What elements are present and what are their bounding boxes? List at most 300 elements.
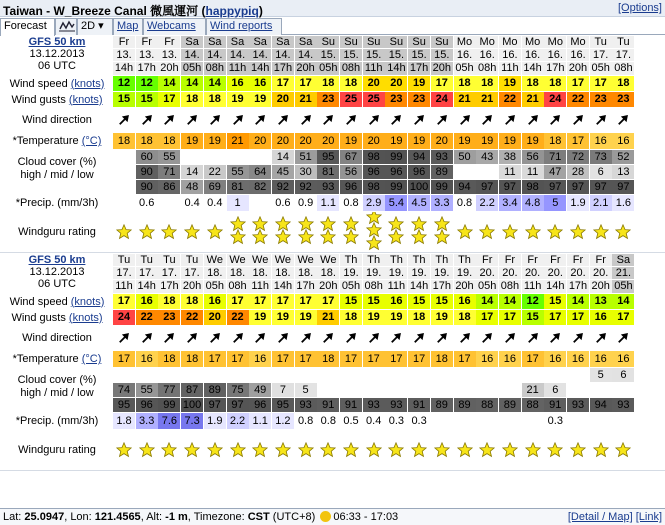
wind-speed-cell: 18 — [181, 294, 203, 309]
star-icon — [615, 224, 631, 240]
time-hour-cell: 11h — [113, 280, 135, 293]
time-hour-cell: 08h — [205, 62, 224, 74]
wind-direction-cell — [249, 108, 271, 132]
wind-speed-cell: 17 — [567, 76, 589, 91]
wind-direction-cell — [204, 326, 226, 350]
wind-direction-cell — [113, 326, 135, 350]
time-date-cell: 20. — [476, 267, 498, 279]
wind-direction-cell — [340, 326, 362, 350]
time-hour-cell: 11h — [499, 62, 521, 75]
time-day-cell: We — [227, 254, 249, 266]
temperature-cell: 19 — [499, 133, 521, 149]
time-day-cell: Mo — [476, 36, 498, 48]
precip-cell — [476, 413, 498, 429]
cloud-mid-cell — [590, 383, 612, 397]
cloud-mid-cell: 22 — [204, 165, 226, 179]
wind-direction-cell — [272, 108, 294, 132]
cloud-high-cell — [476, 368, 498, 382]
temperature-label-unit-link[interactable]: (°C) — [81, 135, 102, 147]
cloud-high-cell — [272, 368, 294, 382]
tab-forecast[interactable]: Forecast — [0, 18, 55, 36]
star-icon — [275, 229, 291, 245]
cloud-mid-cell — [476, 383, 498, 397]
tab-wind-reports[interactable]: Wind reports — [206, 18, 282, 35]
precip-cell: 1.2 — [272, 413, 294, 429]
wind-direction-cell — [499, 108, 521, 132]
wind-gusts-cell: 19 — [295, 310, 317, 325]
wind-direction-cell — [522, 326, 544, 350]
precip-cell — [567, 413, 589, 429]
time-date-cell: 19. — [340, 267, 362, 279]
cloud-high-cell — [567, 368, 589, 382]
precip-label-text: *Precip. (mm/3h) — [15, 415, 99, 427]
wind-speed-label — [2, 78, 112, 91]
time-day-cell: Su — [408, 36, 430, 48]
detail-map-link[interactable]: [Detail / Map] — [567, 511, 633, 523]
time-hour-cell: 11h — [385, 280, 407, 293]
temperature-cell: 18 — [113, 133, 135, 149]
rating-label-text: Windguru rating — [18, 443, 96, 456]
permalink[interactable]: [Link] — [635, 511, 662, 523]
time-date-cell: 16. — [522, 49, 544, 61]
wind-arrow-icon — [366, 330, 382, 346]
wind-direction-cell — [454, 108, 476, 132]
wind-gusts-cell: 22 — [181, 310, 203, 325]
wind-speed-cell: 17 — [272, 294, 294, 309]
star-icon — [457, 442, 473, 458]
model-header — [2, 36, 112, 72]
temperature-cell: 17 — [204, 351, 226, 367]
time-day-cell: Fr — [590, 254, 612, 266]
dropdown-icon: ▾ — [98, 20, 104, 32]
wind-arrow-icon — [411, 112, 427, 128]
cloud-high-cell: 55 — [158, 150, 180, 164]
wind-speed-cell: 20 — [385, 76, 407, 91]
cloud-low-cell: 91 — [408, 398, 430, 412]
temperature-cell: 17 — [385, 351, 407, 367]
temperature-label-unit-link[interactable]: (°C) — [81, 353, 102, 365]
wind-direction-cell — [567, 108, 589, 132]
temperature-cell: 16 — [612, 351, 634, 367]
wind-arrow-icon — [275, 330, 291, 346]
time-day-cell: Fr — [567, 254, 589, 266]
precip-cell — [499, 413, 521, 429]
time-hour-cell: 05h — [478, 280, 497, 292]
tab-graph[interactable] — [55, 18, 77, 35]
cloud-high-cell: 72 — [567, 150, 589, 164]
wind-speed-label — [2, 296, 112, 309]
time-day-cell: Tu — [181, 254, 203, 266]
wind-direction-cell — [113, 108, 135, 132]
wind-arrow-icon — [593, 112, 609, 128]
wind-gusts-cell: 24 — [431, 92, 453, 107]
time-date-cell: 18. — [272, 267, 294, 279]
wind-direction-cell — [499, 326, 521, 350]
cloud-high-cell — [227, 150, 249, 164]
wind-gusts-cell: 15 — [136, 92, 158, 107]
rating-cell — [476, 212, 498, 251]
wind-speed-cell: 18 — [476, 76, 498, 91]
temperature-cell: 18 — [136, 133, 158, 149]
time-hour-cell: 14h — [523, 62, 542, 74]
time-date-cell: 16. — [544, 49, 566, 61]
wind-speed-cell: 16 — [227, 76, 249, 91]
cloud-low-cell: 93 — [567, 398, 589, 412]
temperature-cell: 16 — [590, 351, 612, 367]
time-hour-cell: 20h — [591, 280, 610, 292]
precip-cell: 1 — [227, 195, 249, 211]
precip-cell: 7.6 — [158, 413, 180, 429]
star-icon — [139, 224, 155, 240]
cloud-low-cell: 97 — [612, 180, 634, 194]
wind-gusts-cell: 21 — [317, 310, 339, 325]
wind-gusts-cell: 23 — [317, 92, 339, 107]
wind-speed-cell: 14 — [158, 76, 180, 91]
wind-speed-cell: 20 — [363, 76, 385, 91]
precip-cell: 0.3 — [385, 413, 407, 429]
wind-arrow-icon — [434, 330, 450, 346]
cloud-low-cell: 94 — [454, 180, 476, 194]
wind-direction-cell — [249, 326, 271, 350]
wind-arrow-icon — [525, 330, 541, 346]
wind-gusts-cell: 18 — [454, 310, 476, 325]
time-date-cell: 17. — [181, 267, 203, 279]
star-icon — [525, 442, 541, 458]
time-date-cell: 20. — [567, 267, 589, 279]
rating-cell — [567, 430, 589, 469]
time-day-cell: Su — [385, 36, 407, 48]
star-icon — [366, 235, 382, 251]
wind-gusts-cell: 22 — [227, 310, 249, 325]
time-date-cell: 17. — [612, 49, 634, 61]
cloud-mid-cell — [612, 383, 634, 397]
temperature-cell: 19 — [204, 133, 226, 149]
wind-direction-cell — [204, 108, 226, 132]
rating-cell — [408, 430, 430, 469]
precip-cell: 0.8 — [317, 413, 339, 429]
time-day-cell: Sa — [249, 36, 271, 48]
star-icon — [388, 442, 404, 458]
time-date-cell: 14. — [227, 49, 249, 61]
wind-speed-cell: 17 — [317, 294, 339, 309]
star-icon — [161, 224, 177, 240]
wind-speed-cell: 15 — [544, 294, 566, 309]
wind-speed-cell: 17 — [295, 76, 317, 91]
star-icon — [184, 224, 200, 240]
wind-arrow-icon — [366, 112, 382, 128]
star-icon — [252, 442, 268, 458]
wind-gusts-cell: 18 — [408, 310, 430, 325]
time-date-cell: 13. — [113, 49, 135, 61]
wind-gusts-cell: 17 — [476, 310, 498, 325]
cloud-high-cell: 50 — [454, 150, 476, 164]
precip-cell: 0.6 — [272, 195, 294, 211]
wind-arrow-icon — [411, 330, 427, 346]
wind-gusts-cell: 18 — [340, 310, 362, 325]
wind-direction-cell — [317, 326, 339, 350]
time-date-cell: 21. — [612, 267, 634, 279]
temperature-cell: 18 — [158, 351, 180, 367]
time-day-cell: Fr — [136, 36, 158, 48]
time-day-cell: Th — [363, 254, 385, 266]
rating-cell — [249, 212, 271, 251]
wind-speed-label-unit-link[interactable]: (knots) — [70, 77, 105, 90]
wind-direction-cell — [181, 108, 203, 132]
cloud-low-cell: 93 — [385, 398, 407, 412]
wind-gusts-label — [2, 312, 112, 325]
rating-cell — [522, 212, 544, 251]
cloud-high-cell — [340, 368, 362, 382]
time-day-cell: Th — [408, 254, 430, 266]
time-hour-cell: 17h — [296, 280, 315, 292]
wind-gusts-cell: 17 — [158, 92, 180, 107]
wind-gusts-cell: 19 — [431, 310, 453, 325]
precip-cell: 0.8 — [454, 195, 476, 211]
wind-speed-cell: 16 — [249, 76, 271, 91]
precip-cell — [158, 195, 180, 211]
cloud-mid-cell: 47 — [544, 165, 566, 179]
wind-direction-cell — [136, 108, 158, 132]
temperature-cell: 17 — [227, 351, 249, 367]
wind-speed-label-text: Wind speed — [9, 295, 68, 308]
wind-arrow-icon — [343, 330, 359, 346]
time-date-cell: 15. — [340, 49, 362, 61]
rating-cell — [340, 212, 362, 251]
cloud-high-cell — [249, 368, 271, 382]
time-hour-cell: 05h — [319, 62, 338, 74]
precip-cell: 2.2 — [476, 195, 498, 211]
cloud-low-cell: 99 — [431, 180, 453, 194]
cloud-mid-cell: 28 — [567, 165, 589, 179]
rating-cell — [567, 212, 589, 251]
cloud-low-cell: 92 — [295, 180, 317, 194]
cloud-high-cell — [158, 368, 180, 382]
star-icon — [479, 224, 495, 240]
rating-cell — [590, 212, 612, 251]
wind-gusts-cell: 21 — [454, 92, 476, 107]
time-hour-cell: 14h — [409, 280, 429, 292]
wind-gusts-cell: 19 — [363, 310, 385, 325]
temperature-cell: 18 — [181, 351, 203, 367]
precip-cell: 1.8 — [113, 413, 135, 429]
cloud-low-cell: 97 — [499, 180, 521, 194]
rating-cell — [113, 430, 135, 469]
cloud-low-cell: 82 — [249, 180, 271, 194]
wind-direction-cell — [158, 326, 180, 350]
precip-cell — [113, 195, 135, 211]
spot-name: Taiwan - W_Breeze Canal 微風運河 — [3, 4, 199, 18]
wind-direction-cell — [612, 108, 634, 132]
wind-gusts-cell: 19 — [249, 92, 271, 107]
temperature-cell: 19 — [181, 133, 203, 149]
time-date-cell: 19. — [454, 267, 476, 279]
model-link[interactable]: GFS 50 km — [28, 36, 86, 48]
precip-label — [2, 197, 112, 210]
star-icon — [116, 224, 132, 240]
time-hour-cell: 20h — [568, 62, 588, 74]
time-hour-cell: 17h — [273, 62, 293, 74]
temperature-cell: 17 — [522, 351, 544, 367]
cloud-low-cell: 93 — [612, 398, 634, 412]
tab-webcams[interactable]: Webcams — [143, 18, 206, 35]
star-icon — [275, 442, 291, 458]
temperature-cell: 17 — [454, 351, 476, 367]
cloud-mid-cell: 55 — [136, 383, 158, 397]
wind-arrow-icon — [547, 330, 563, 346]
precip-cell: 1.1 — [317, 195, 339, 211]
cloud-mid-cell: 11 — [522, 165, 544, 179]
time-day-cell: Sa — [204, 36, 226, 48]
temperature-cell: 17 — [340, 351, 362, 367]
cloud-low-cell: 98 — [363, 180, 385, 194]
wind-speed-label-unit-link[interactable]: (knots) — [70, 295, 105, 308]
time-hour-cell: 17h — [160, 280, 179, 292]
time-date-cell: 19. — [431, 267, 453, 279]
location-info: Lat: 25.0947, Lon: 121.4565, Alt: -1 m, Timezone: CST (UTC+8) 06:33 - 17:03 — [3, 511, 399, 523]
cloud-cover-label — [2, 374, 112, 400]
block-separator — [0, 470, 665, 471]
wind-direction-cell — [590, 326, 612, 350]
temperature-cell: 19 — [408, 133, 430, 149]
wind-speed-cell: 18 — [317, 76, 339, 91]
wind-gusts-cell: 23 — [590, 92, 612, 107]
wind-direction-cell — [544, 108, 566, 132]
wind-speed-cell: 15 — [363, 294, 385, 309]
cloud-low-cell: 96 — [136, 398, 158, 412]
cloud-low-cell: 100 — [409, 181, 429, 193]
wind-direction-cell — [590, 108, 612, 132]
rating-label-text: Windguru rating — [18, 225, 96, 238]
wind-direction-cell — [408, 326, 430, 350]
wind-gusts-label-unit-link[interactable]: (knots) — [68, 311, 103, 324]
cloud-mid-cell: 81 — [317, 165, 339, 179]
options-link[interactable]: [Options] — [617, 2, 662, 14]
time-day-cell: We — [317, 254, 339, 266]
cloud-low-cell: 91 — [544, 398, 566, 412]
rating-cell — [612, 212, 634, 251]
wind-direction-cell — [158, 108, 180, 132]
temperature-cell: 16 — [612, 133, 634, 149]
cloud-high-cell: 14 — [272, 150, 294, 164]
cloud-low-cell: 97 — [567, 180, 589, 194]
precip-cell: 7.3 — [181, 413, 203, 429]
time-date-cell: 19. — [408, 267, 430, 279]
cloud-low-cell: 69 — [204, 180, 226, 194]
time-hour-cell: 17h — [409, 62, 429, 74]
cloud-high-cell: 56 — [522, 150, 544, 164]
time-hour-cell: 17h — [137, 62, 156, 74]
temperature-cell: 16 — [567, 351, 589, 367]
rating-cell — [454, 430, 476, 469]
star-icon — [161, 442, 177, 458]
time-hour-cell: 11h — [522, 280, 544, 293]
wind-speed-cell: 12 — [522, 294, 544, 309]
wind-arrow-icon — [388, 112, 404, 128]
rating-cell — [431, 430, 453, 469]
rating-cell — [158, 430, 180, 469]
rating-cell — [272, 212, 294, 251]
tab-2d[interactable]: 2D ▾ — [77, 18, 113, 35]
temperature-cell: 17 — [295, 351, 317, 367]
time-hour-cell: 08h — [341, 62, 361, 74]
time-day-cell: Fr — [522, 254, 544, 266]
time-hour-cell: 05h — [591, 62, 610, 74]
wind-speed-cell: 17 — [227, 294, 249, 309]
star-icon — [230, 229, 246, 245]
cloud-low-cell: 99 — [158, 398, 180, 412]
temperature-cell: 20 — [317, 133, 339, 149]
cloud-low-cell: 81 — [227, 180, 249, 194]
wind-direction-label-text: Wind direction — [22, 114, 92, 126]
model-link[interactable]: GFS 50 km — [28, 254, 86, 266]
wind-gusts-cell: 19 — [227, 92, 249, 107]
sunrise-sunset: 06:33 - 17:03 — [333, 511, 399, 523]
tab-map[interactable]: Map — [113, 18, 143, 35]
cloud-low-cell: 92 — [272, 180, 294, 194]
precip-cell: 2.9 — [363, 195, 385, 211]
wind-direction-cell — [544, 326, 566, 350]
wind-arrow-icon — [479, 330, 495, 346]
wind-arrow-icon — [298, 330, 314, 346]
rating-cell — [499, 212, 521, 251]
star-icon — [570, 224, 586, 240]
wind-gusts-label-unit-link[interactable]: (knots) — [68, 93, 103, 106]
cloud-low-cell: 100 — [182, 399, 202, 411]
precip-cell: 4.5 — [408, 195, 430, 211]
rating-cell — [590, 430, 612, 469]
time-hour-cell: 14h — [137, 280, 156, 292]
precip-cell: 0.8 — [295, 413, 317, 429]
wind-speed-cell: 15 — [431, 294, 453, 309]
temperature-cell: 16 — [499, 351, 521, 367]
wind-arrow-icon — [343, 112, 359, 128]
wind-speed-cell: 18 — [158, 294, 180, 309]
temperature-label-text: *Temperature — [12, 135, 79, 147]
star-icon — [320, 229, 336, 245]
wind-arrow-icon — [230, 112, 246, 128]
time-hour-cell: 20h — [455, 280, 474, 292]
rating-cell — [363, 212, 385, 251]
precip-cell: 1.1 — [249, 413, 271, 429]
time-hour-cell: 20h — [432, 62, 451, 74]
cloud-low-cell: 89 — [454, 398, 476, 412]
cloud-high-cell: 98 — [363, 150, 385, 164]
time-hour-cell: 20h — [160, 62, 179, 74]
cloud-low-cell: 96 — [249, 398, 271, 412]
cloud-high-cell: 71 — [544, 150, 566, 164]
wind-direction-cell — [295, 108, 317, 132]
time-hour-cell: 05h — [455, 62, 474, 74]
cloud-mid-cell: 77 — [158, 383, 180, 397]
cloud-high-cell — [522, 368, 544, 382]
cloud-low-cell: 97 — [476, 180, 498, 194]
time-day-cell: Th — [454, 254, 476, 266]
temperature-cell: 18 — [431, 351, 453, 367]
user-link[interactable]: happypiq — [205, 4, 259, 18]
precip-cell — [454, 413, 476, 429]
rating-cell — [136, 212, 158, 251]
wind-arrow-icon — [615, 112, 631, 128]
cloud-low-cell: 96 — [340, 180, 362, 194]
cloud-low-cell: 95 — [113, 398, 135, 412]
rating-cell — [227, 430, 249, 469]
model-init-time: 06 UTC — [38, 278, 76, 290]
precip-cell — [522, 413, 544, 429]
cloud-low-cell: 95 — [272, 398, 294, 412]
wind-direction-cell — [385, 108, 407, 132]
rating-cell — [295, 430, 317, 469]
wind-arrow-icon — [161, 112, 177, 128]
